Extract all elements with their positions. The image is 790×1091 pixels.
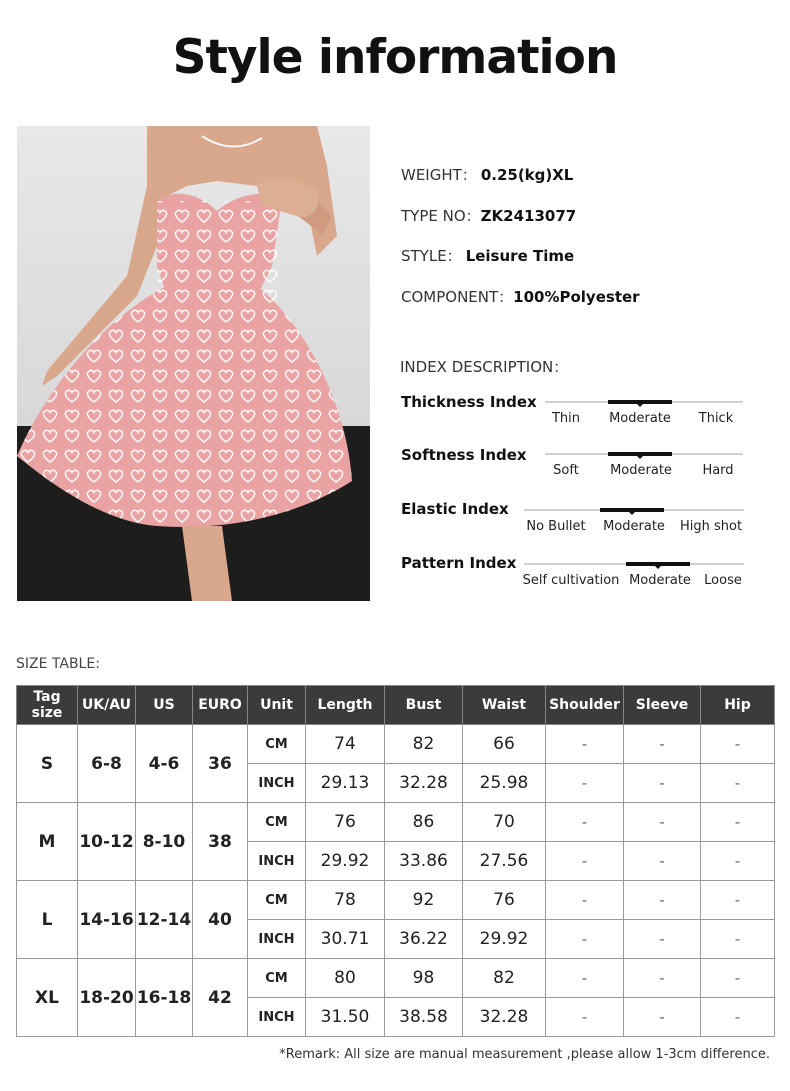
uk-au-cell: 10-12 [78,803,136,881]
tag-size-cell: M [17,803,78,881]
shoulder-cell: - [546,842,624,881]
table-row [17,803,775,842]
waist-cell: 29.92 [463,920,546,959]
bust-cell: 38.58 [385,998,463,1037]
shoulder-cell: - [546,803,624,842]
unit-cell: INCH [248,998,306,1037]
bust-cell: 82 [385,725,463,764]
unit-cell: CM [248,725,306,764]
column-header: UK/AU [78,686,136,725]
page-title: Style information [172,30,618,85]
waist-cell: 70 [463,803,546,842]
sleeve-cell: - [624,998,701,1037]
bust-cell: 36.22 [385,920,463,959]
sleeve-cell: - [624,803,701,842]
scale-selected-marker [608,400,672,404]
us-cell: 8-10 [136,803,193,881]
euro-cell: 40 [193,881,248,959]
size-table-label: SIZE TABLE: [16,656,100,672]
scale-label: Moderate [609,411,671,426]
info-style-key: STYLE： [401,247,462,265]
info-type-no-key: TYPE NO： [401,207,481,225]
hip-cell: - [701,959,775,998]
hip-cell: - [701,725,775,764]
info-style [401,245,574,266]
table-row [17,881,775,920]
info-weight-value: 0.25(kg)XL [480,166,574,184]
uk-au-cell: 6-8 [78,725,136,803]
column-header: Shoulder [546,686,624,725]
scale-label: Hard [702,463,734,478]
scale-selected-marker [600,508,664,512]
euro-cell: 38 [193,803,248,881]
remark-note: *Remark: All size are manual measurement ,please allow 1-3cm difference. [279,1047,770,1062]
column-header: Length [306,686,385,725]
column-header: EURO [193,686,248,725]
hip-cell: - [701,764,775,803]
info-component-key: COMPONENT： [401,288,514,306]
scale-label: No Bullet [526,519,586,534]
column-header: Hip [701,686,775,725]
table-header-row [17,686,775,725]
info-component-value: 100%Polyester [513,288,640,306]
info-component [401,286,640,307]
hip-cell: - [701,803,775,842]
scale-label: Loose [704,573,742,588]
info-weight-key: WEIGHT： [401,166,477,184]
hip-cell: - [701,998,775,1037]
pattern-index-scale [524,563,744,593]
index-description-title: INDEX DESCRIPTION： [400,358,569,376]
sleeve-cell: - [624,764,701,803]
hip-cell: - [701,920,775,959]
hip-cell: - [701,881,775,920]
bust-cell: 98 [385,959,463,998]
bust-cell: 32.28 [385,764,463,803]
us-cell: 4-6 [136,725,193,803]
length-cell: 29.13 [306,764,385,803]
waist-cell: 25.98 [463,764,546,803]
unit-cell: CM [248,959,306,998]
table-row [17,959,775,998]
unit-cell: CM [248,881,306,920]
pattern-index-label: Pattern Index [401,554,517,572]
waist-cell: 76 [463,881,546,920]
unit-cell: INCH [248,764,306,803]
scale-label: Moderate [603,519,665,534]
length-cell: 31.50 [306,998,385,1037]
sleeve-cell: - [624,881,701,920]
thickness-index-scale [545,401,743,431]
column-header: Sleeve [624,686,701,725]
scale-label: Moderate [610,463,672,478]
tag-size-cell: S [17,725,78,803]
scale-label: Thick [698,411,734,426]
size-table [16,685,775,1037]
tag-size-cell: L [17,881,78,959]
tag-size-cell: XL [17,959,78,1037]
column-header: Unit [248,686,306,725]
column-header: Bust [385,686,463,725]
elastic-index-label: Elastic Index [401,500,509,518]
sleeve-cell: - [624,959,701,998]
shoulder-cell: - [546,920,624,959]
bust-cell: 33.86 [385,842,463,881]
scale-label: Self cultivation [522,573,620,588]
length-cell: 74 [306,725,385,764]
scale-label: High shot [679,519,743,534]
us-cell: 16-18 [136,959,193,1037]
length-cell: 30.71 [306,920,385,959]
scale-label: Thin [551,411,581,426]
unit-cell: CM [248,803,306,842]
product-photo [17,126,370,601]
softness-index-scale [545,453,743,483]
column-header: Waist [463,686,546,725]
bust-cell: 92 [385,881,463,920]
shoulder-cell: - [546,959,624,998]
scale-selected-marker [608,452,672,456]
column-header: Tag size [17,686,78,725]
length-cell: 78 [306,881,385,920]
scale-label: Soft [553,463,579,478]
length-cell: 29.92 [306,842,385,881]
euro-cell: 42 [193,959,248,1037]
euro-cell: 36 [193,725,248,803]
length-cell: 76 [306,803,385,842]
waist-cell: 82 [463,959,546,998]
sleeve-cell: - [624,920,701,959]
elastic-index-scale [524,509,744,539]
softness-index-label: Softness Index [401,446,527,464]
bust-cell: 86 [385,803,463,842]
unit-cell: INCH [248,842,306,881]
length-cell: 80 [306,959,385,998]
sleeve-cell: - [624,842,701,881]
scale-selected-marker [626,562,690,566]
info-style-value: Leisure Time [465,247,575,265]
sleeve-cell: - [624,725,701,764]
waist-cell: 32.28 [463,998,546,1037]
waist-cell: 27.56 [463,842,546,881]
thickness-index-label: Thickness Index [401,393,537,411]
info-type-no [401,205,576,226]
scale-label: Moderate [629,573,691,588]
waist-cell: 66 [463,725,546,764]
table-row [17,725,775,764]
uk-au-cell: 18-20 [78,959,136,1037]
unit-cell: INCH [248,920,306,959]
us-cell: 12-14 [136,881,193,959]
uk-au-cell: 14-16 [78,881,136,959]
hip-cell: - [701,842,775,881]
shoulder-cell: - [546,764,624,803]
shoulder-cell: - [546,881,624,920]
info-type-no-value: ZK2413077 [480,207,577,225]
shoulder-cell: - [546,998,624,1037]
column-header: US [136,686,193,725]
shoulder-cell: - [546,725,624,764]
info-weight [401,164,573,185]
